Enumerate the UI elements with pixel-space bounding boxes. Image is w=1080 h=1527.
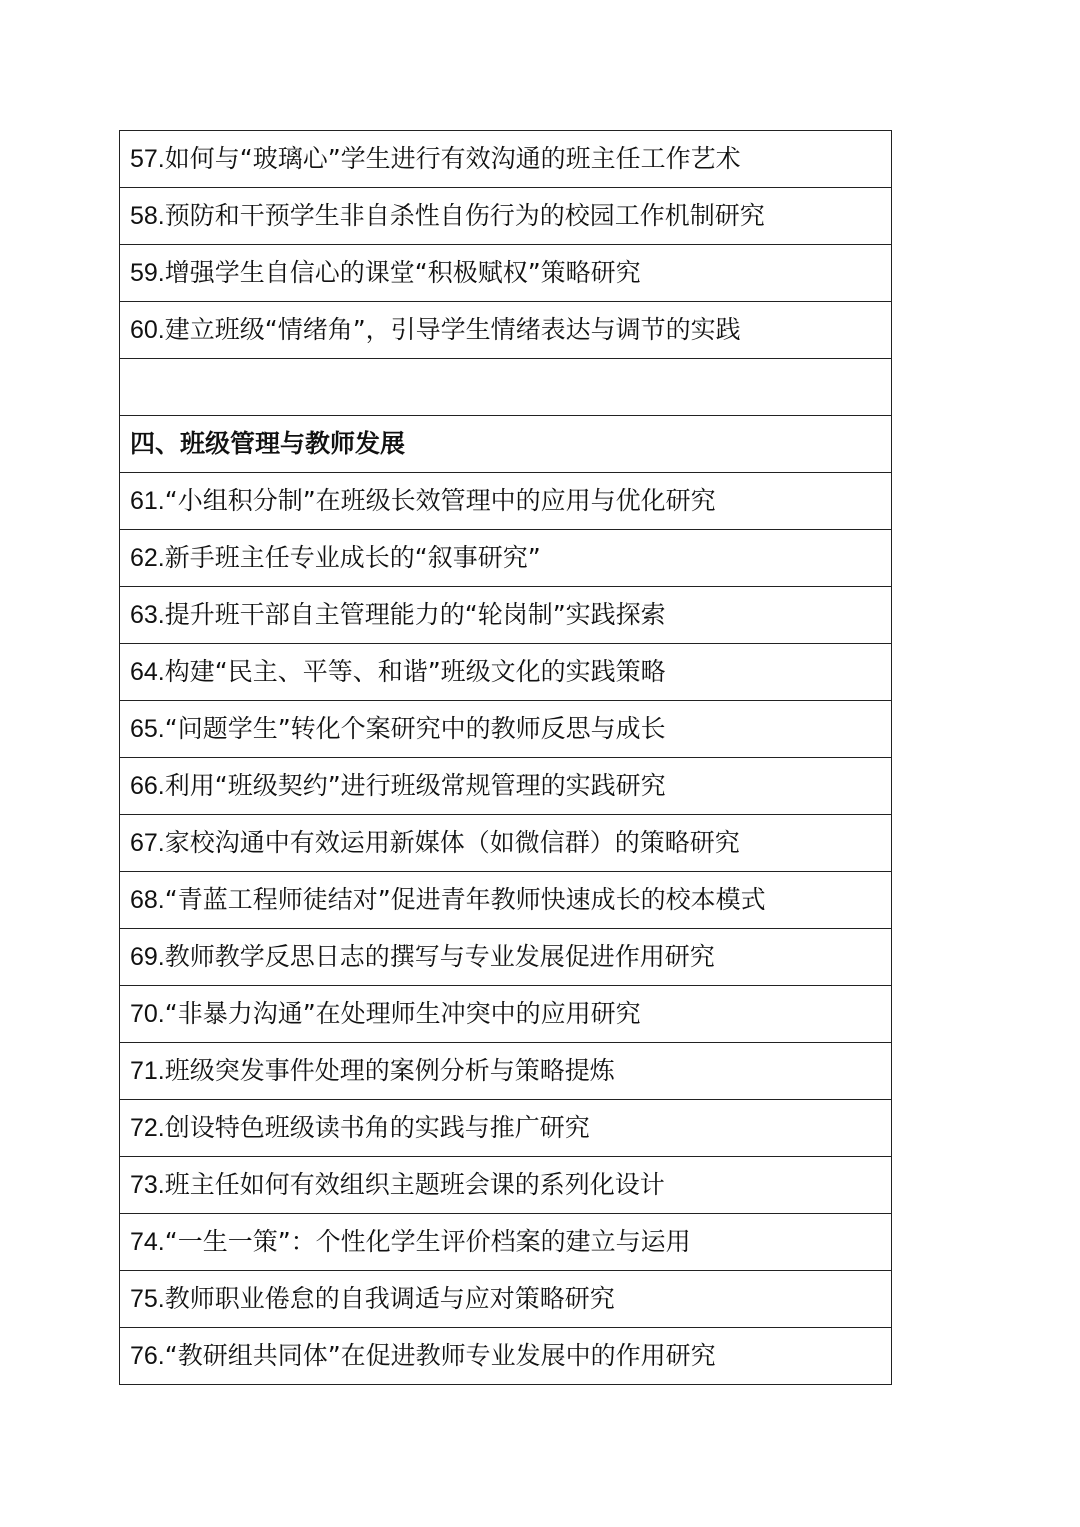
topic-cell: [120, 1100, 892, 1157]
topic-number: 67.: [130, 829, 165, 857]
blank-cell: [120, 359, 892, 416]
topic-title: “问题学生”转化个案研究中的教师反思与成长: [164, 714, 666, 743]
table-row: [120, 644, 892, 701]
topic-cell: [120, 1271, 892, 1328]
topic-title: 班主任如何有效组织主题班会课的系列化设计: [164, 1170, 665, 1199]
table-row: [120, 1214, 892, 1271]
topic-title: “小组积分制”在班级长效管理中的应用与优化研究: [164, 486, 716, 515]
topic-title: 家校沟通中有效运用新媒体（如微信群）的策略研究: [164, 828, 740, 857]
topic-cell: [120, 1328, 892, 1385]
topic-number: 64.: [130, 658, 165, 686]
topic-number: 71.: [130, 1057, 165, 1085]
table-row: [120, 188, 892, 245]
topic-title: 增强学生自信心的课堂“积极赋权”策略研究: [164, 258, 641, 287]
topic-number: 60.: [130, 316, 165, 344]
table-row: [120, 1043, 892, 1100]
table-row: [120, 872, 892, 929]
table-row: [120, 131, 892, 188]
table-row: [120, 302, 892, 359]
topic-cell: [120, 530, 892, 587]
topic-number: 72.: [130, 1114, 165, 1142]
table-row: [120, 1100, 892, 1157]
topic-cell: [120, 188, 892, 245]
topic-title: “教研组共同体”在促进教师专业发展中的作用研究: [164, 1341, 716, 1370]
topic-title: “非暴力沟通”在处理师生冲突中的应用研究: [164, 999, 641, 1028]
topic-number: 76.: [130, 1342, 165, 1370]
blank-row: [120, 359, 892, 416]
topic-table-body: [120, 131, 892, 1385]
topic-cell: [120, 701, 892, 758]
topic-title: 建立班级“情绪角”，引导学生情绪表达与调节的实践: [164, 315, 741, 344]
topic-title: 教师教学反思日志的撰写与专业发展促进作用研究: [164, 942, 715, 971]
topic-cell: [120, 815, 892, 872]
topic-cell: [120, 302, 892, 359]
table-row: [120, 245, 892, 302]
topic-title: 教师职业倦怠的自我调适与应对策略研究: [164, 1284, 615, 1313]
topic-title: “青蓝工程师徒结对”促进青年教师快速成长的校本模式: [164, 885, 766, 914]
table-row: [120, 473, 892, 530]
topic-cell: [120, 644, 892, 701]
topic-number: 74.: [130, 1228, 165, 1256]
topic-table: [119, 130, 892, 1385]
topic-cell: [120, 929, 892, 986]
table-row: [120, 929, 892, 986]
topic-cell: [120, 1214, 892, 1271]
topic-number: 62.: [130, 544, 165, 572]
section-heading: 四、班级管理与教师发展: [120, 416, 892, 473]
table-row: [120, 986, 892, 1043]
topic-title: 构建“民主、平等、和谐”班级文化的实践策略: [164, 657, 666, 686]
topic-title: “一生一策”：个性化学生评价档案的建立与运用: [164, 1227, 691, 1256]
topic-title: 提升班干部自主管理能力的“轮岗制”实践探索: [164, 600, 666, 629]
topic-cell: [120, 131, 892, 188]
topic-title: 如何与“玻璃心”学生进行有效沟通的班主任工作艺术: [164, 144, 741, 173]
topic-number: 61.: [130, 487, 165, 515]
topic-cell: [120, 758, 892, 815]
table-row: [120, 701, 892, 758]
topic-number: 75.: [130, 1285, 165, 1313]
topic-cell: [120, 872, 892, 929]
topic-cell: [120, 986, 892, 1043]
topic-number: 73.: [130, 1171, 165, 1199]
topic-title: 利用“班级契约”进行班级常规管理的实践研究: [164, 771, 666, 800]
topic-number: 65.: [130, 715, 165, 743]
topic-number: 69.: [130, 943, 165, 971]
section-heading-row: [120, 416, 892, 473]
table-row: [120, 815, 892, 872]
topic-number: 68.: [130, 886, 165, 914]
table-row: [120, 1328, 892, 1385]
topic-number: 70.: [130, 1000, 165, 1028]
topic-title: 预防和干预学生非自杀性自伤行为的校园工作机制研究: [164, 201, 765, 230]
topic-title: 新手班主任专业成长的“叙事研究”: [164, 543, 541, 572]
table-row: [120, 1271, 892, 1328]
table-row: [120, 758, 892, 815]
topic-cell: [120, 1043, 892, 1100]
table-row: [120, 1157, 892, 1214]
topic-title: 班级突发事件处理的案例分析与策略提炼: [164, 1056, 615, 1085]
topic-number: 66.: [130, 772, 165, 800]
topic-number: 59.: [130, 259, 165, 287]
topic-cell: [120, 473, 892, 530]
topic-number: 63.: [130, 601, 165, 629]
topic-title: 创设特色班级读书角的实践与推广研究: [164, 1113, 590, 1142]
topic-number: 57.: [130, 145, 165, 173]
table-row: [120, 530, 892, 587]
topic-cell: [120, 587, 892, 644]
topic-number: 58.: [130, 202, 165, 230]
topic-cell: [120, 1157, 892, 1214]
topic-cell: [120, 245, 892, 302]
table-row: [120, 587, 892, 644]
